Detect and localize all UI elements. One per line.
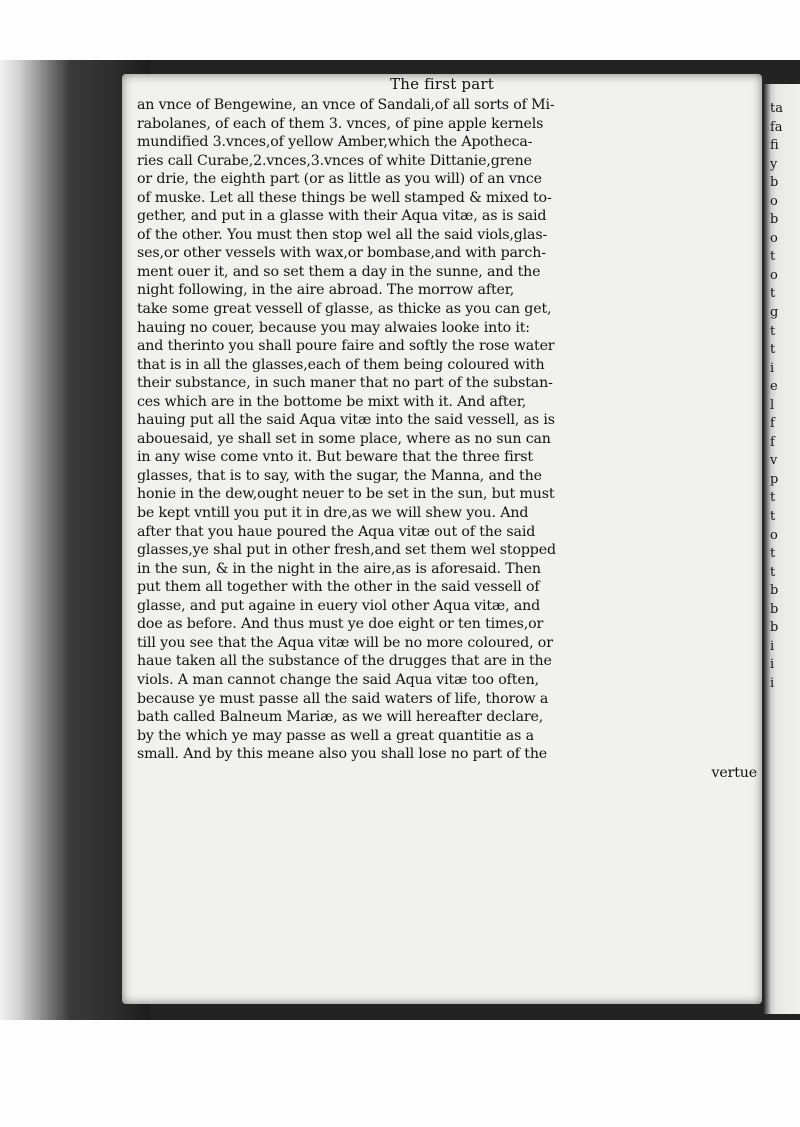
text-line: small. And by this meane also you shall lose no part of the [137, 746, 548, 763]
facing-page-fragment: y [770, 156, 778, 172]
facing-page-fragment: e [770, 379, 778, 395]
facing-page-fragment: fi [770, 138, 779, 154]
text-line: vertue [711, 764, 757, 781]
facing-page-fragment: i [770, 657, 775, 673]
text-line: be kept vntill you put it in dre,as we will shew you. And [137, 505, 529, 522]
text-line: gether, and put in a glasse with their Aqua vitæ, as is said [137, 208, 547, 225]
facing-page-fragment: i [770, 360, 775, 376]
text-line: hauing no couer, because you may alwaies looke into it: [137, 319, 530, 336]
text-line: put them all together with the other in the said vessell of [137, 579, 540, 596]
facing-page-fragment: g [770, 305, 779, 321]
facing-page-fragment: o [770, 230, 778, 246]
text-line: ces which are in the bottome be mixt with it. And after, [137, 393, 527, 410]
facing-page-text [770, 100, 800, 694]
facing-page-fragment: t [770, 323, 776, 339]
text-line: bath called Balneum Mariæ, as we will hereafter declare, [137, 709, 544, 726]
facing-page-fragment: b [770, 620, 779, 636]
text-line: take some great vessell of glasse, as thicke as you can get, [137, 301, 552, 318]
body-text [137, 96, 757, 782]
text-line: ment ouer it, and so set them a day in the sunne, and the [137, 263, 541, 280]
facing-page-fragment: i [770, 638, 775, 654]
text-line: in any wise come vnto it. But beware that the three first [137, 449, 533, 466]
facing-page-fragment: f [770, 416, 775, 432]
text-line: after that you haue poured the Aqua vitæ out of the said [137, 523, 536, 540]
text-line: or drie, the eighth part (or as little as you will) of an vnce [137, 171, 542, 188]
facing-page-fragment: b [770, 601, 779, 617]
facing-page-fragment: b [770, 175, 779, 191]
facing-page-fragment: fa [770, 119, 783, 135]
text-line: of muske. Let all these things be well stamped & mixed to- [137, 189, 552, 206]
facing-page-fragment: t [770, 546, 776, 562]
text-line: honie in the dew,ought neuer to be set in the sun, but must [137, 486, 555, 503]
facing-page-fragment: v [770, 453, 778, 469]
text-line: viols. A man cannot change the said Aqua vitæ too often, [137, 671, 539, 688]
facing-page-fragment: t [770, 342, 776, 358]
running-head: The first part [390, 75, 494, 93]
facing-page-fragment: b [770, 212, 779, 228]
facing-page-fragment: t [770, 249, 776, 265]
facing-page-fragment: t [770, 286, 776, 302]
text-line: and therinto you shall poure faire and softly the rose water [137, 338, 555, 355]
text-line: because ye must passe all the said waters of life, thorow a [137, 690, 549, 707]
text-line: their substance, in such maner that no part of the substan- [137, 375, 553, 392]
text-line: glasses, that is to say, with the sugar, the Manna, and the [137, 467, 542, 484]
facing-page-fragment: ta [770, 101, 783, 116]
text-line: hauing put all the said Aqua vitæ into the said vessell, as is [137, 412, 555, 429]
text-line: by the which ye may passe as well a great quantitie as a [137, 727, 534, 744]
facing-page-fragment: l [770, 397, 775, 413]
facing-page-fragment: p [770, 471, 779, 487]
text-line: till you see that the Aqua vitæ will be no more coloured, or [137, 634, 553, 651]
text-line: glasses,ye shal put in other fresh,and set them wel stopped [137, 542, 556, 559]
text-line: glasse, and put againe in euery viol other Aqua vitæ, and [137, 597, 541, 614]
text-line: night following, in the aire abroad. The morrow after, [137, 282, 515, 299]
facing-page-fragment: o [770, 193, 778, 209]
text-line: of the other. You must then stop wel all the said viols,glas- [137, 226, 548, 243]
text-line: ries call Curabe,2.vnces,3.vnces of white Dittanie,grene [137, 152, 532, 169]
facing-page-fragment: t [770, 564, 776, 580]
text-line: in the sun, & in the night in the aire,as is aforesaid. Then [137, 560, 541, 577]
facing-page-fragment: f [770, 434, 775, 450]
text-line: mundified 3.vnces,of yellow Amber,which the Apotheca- [137, 134, 533, 151]
text-line: that is in all the glasses,each of them being coloured with [137, 356, 545, 373]
text-line: haue taken all the substance of the drugges that are in the [137, 653, 552, 670]
text-line: ses,or other vessels with wax,or bombase,and with parch- [137, 245, 546, 262]
facing-page-fragment: t [770, 509, 776, 525]
text-line: doe as before. And thus must ye doe eight or ten times,or [137, 616, 544, 633]
facing-page-fragment: b [770, 583, 779, 599]
facing-page-fragment: o [770, 267, 778, 283]
text-line: abouesaid, ye shall set in some place, where as no sun can [137, 430, 551, 447]
facing-page-fragment: t [770, 490, 776, 506]
facing-page-fragment: o [770, 527, 778, 543]
text-line: an vnce of Bengewine, an vnce of Sandali,of all sorts of Mi- [137, 97, 555, 113]
text-line: rabolanes, of each of them 3. vnces, of pine apple kernels [137, 115, 544, 132]
facing-page-fragment: i [770, 675, 775, 691]
